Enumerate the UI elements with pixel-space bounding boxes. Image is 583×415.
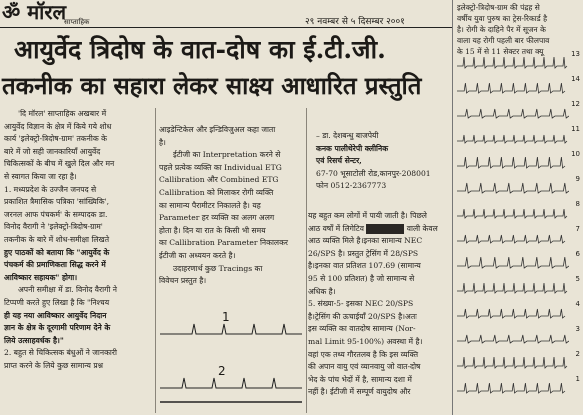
text-line (308, 223, 453, 236)
ecg-trace-line (457, 335, 569, 343)
text-line: ईटीजी का अध्ययन करते है। (159, 250, 236, 260)
ecg-trace-number: 4 (575, 300, 580, 308)
text-line: mal Limit 95-100%) अवस्था में है। (308, 336, 423, 346)
byline-line: – डा. देशबन्धु बाजपेयी (316, 131, 379, 140)
text-line: आठ व्यक्ति मिले है।इनका सामान्य NEC (308, 236, 423, 246)
ecg-trace-line (457, 235, 565, 243)
ecg-trace-line (457, 109, 569, 118)
text-line: चिकित्सकों के बीच में खुले दिल और मन (4, 159, 115, 169)
text-line: 2. बहुत से चिकित्सक बंधुओं ने जानकारी (4, 348, 117, 358)
ecg-trace-row (457, 352, 582, 374)
article-column-2 (159, 124, 307, 288)
adjacent-article-strip (452, 0, 583, 415)
text-line: इलेक्ट्रो-त्रिदोष-ग्राम की पंद्रह से (457, 3, 540, 12)
ecg-trace-graphic (457, 352, 569, 374)
text-line: अधिक है। (308, 286, 336, 296)
text-line: 1. मध्यप्रदेश के उज्जैन जनपद से (4, 184, 97, 194)
trace-label-2: 2 (218, 364, 226, 378)
ecg-trace-row (457, 377, 582, 399)
ecg-trace-graphic (457, 252, 569, 274)
ecg-trace-graphic (457, 227, 569, 249)
text-line: है।ट्रेसिंग की ऊचाईयाँ 20/SPS है।अतः (308, 311, 417, 321)
ecg-trace-row (457, 177, 582, 199)
ecg-trace-line (457, 157, 565, 168)
ecg-trace-graphic (457, 77, 569, 99)
text-line: का सामान्य पैरामीटर निकालते है। यह (159, 200, 261, 210)
ecg-trace-graphic (457, 127, 569, 149)
article-column-3 (308, 210, 453, 399)
text-line: तकनीक के बारे में शोध-समीक्षा लिखते (4, 234, 110, 244)
masthead (0, 0, 452, 28)
ecg-trace-number: 1 (575, 375, 580, 383)
text-line: 5. संख्या-5- इसका NEC 20/SPS (308, 299, 414, 309)
ecg-trace-graphic (457, 302, 569, 324)
ecg-trace-number: 5 (575, 275, 580, 283)
text-line: की अपान वायु एवं व्यानवायु जो वात-दोष (308, 362, 421, 372)
text-line: Parameter हर व्यक्ति का अलग अलग (159, 213, 275, 223)
text-line: 'दि मॉरल' साप्ताहिक अखबार में (18, 109, 107, 118)
text-line: है।इनका वात प्रतिशत 107.69 (सामान्य (308, 261, 421, 271)
redaction-mark (366, 224, 404, 234)
ecg-trace-line (457, 57, 567, 68)
text-line: वहां एक तथ्य गौरतलब है कि इस व्यक्ति (308, 349, 419, 359)
text-line: भेद के पांच भेदों में है, सामान्य दशा में (308, 374, 412, 384)
ecg-trace-line (457, 135, 567, 143)
text-line: के 15 में से 11 सेक्टर तथा क्यू (457, 47, 544, 56)
ecg-trace-line (457, 309, 565, 318)
text-line: टिप्पणी करते हुए लिखा है कि "निश्चय (4, 297, 110, 307)
text-line: आविष्कार सहायक" होगा। (4, 272, 78, 282)
text-line: इस व्यक्ति का वातदोष सामान्य (Nor- (308, 324, 416, 334)
ecg-trace-graphic (457, 327, 569, 349)
ecg-trace-row (457, 127, 582, 149)
byline-line: 67-70 भूसाटोली रोड,कानपुर-208001 (316, 168, 431, 178)
text-line: Callibration को मिलाकर रोगी व्यक्ति (159, 187, 274, 197)
text-line: Callibration और Combined ETG (159, 175, 279, 185)
article-column-1 (4, 108, 154, 372)
dateline: २९ नवम्बर से ५ दिसम्बर २००१ (305, 17, 405, 27)
newspaper-logo: ॐ मॉरल (2, 0, 67, 24)
ecg-trace-number: 14 (571, 75, 580, 83)
headline-line-2: तकनीक का सहारा लेकर साक्ष्य आधारित प्रस्तुति (2, 71, 422, 100)
ecg-tracing-figure (152, 302, 308, 412)
text-line: विवेचन प्रस्तुत है। (159, 276, 207, 286)
ecg-trace-row (457, 77, 582, 99)
trace-label-1: 1 (222, 310, 230, 324)
text-line: नहीं है। ईटीजी में सम्पूर्ण वायुदोष और (308, 387, 411, 397)
text-line: बारे में जो सही जानकारियाँ आयुर्वेद (4, 146, 101, 156)
ecg-trace-number: 2 (575, 350, 580, 358)
ecg-trace-number: 3 (575, 325, 580, 333)
text-line: से स्वागत किया जा रहा है। (4, 171, 77, 181)
byline-line: फोन 0512-2367773 (316, 181, 387, 191)
text-line: अपनी समीक्षा में डा. विनोद वैरागी ने (18, 285, 117, 295)
ecg-trace-number: 11 (571, 125, 580, 133)
ecg-trace-line (457, 257, 569, 268)
logo-subtitle: साप्ताहिक (64, 18, 90, 26)
text-line: ज्ञान के क्षेत्र के दूरगामी परिणाम देने के (4, 323, 111, 333)
ecg-trace-number: 9 (575, 175, 580, 183)
text-line: ही यह नया आविष्कार आयुर्वेद निदान (4, 310, 107, 320)
tracing-line-1 (160, 324, 302, 334)
ecg-trace-row (457, 52, 582, 74)
text-line: 95 से 100 प्रतिशत) है जो सामान्य से (308, 273, 415, 283)
ecg-trace-row (457, 252, 582, 274)
text-line: हुए पाठकों को बताया कि "आयुर्वेद के (4, 247, 110, 257)
ecg-trace-row (457, 152, 582, 174)
text-line: वर्षीय युवा पुरुष का ट्रेस-रिकार्ड है (457, 14, 548, 23)
text-line: यह बहुत कम लोगों में पायी जाती है। पिछले (308, 211, 427, 220)
ecg-trace-graphic (457, 277, 569, 299)
ecg-trace-graphic (457, 102, 569, 124)
ecg-trace-number: 10 (571, 150, 580, 158)
text-line: आयुर्वेद विज्ञान के क्षेत्र में किये गये शोध (4, 121, 112, 131)
ecg-trace-row (457, 202, 582, 224)
ecg-trace-line (457, 83, 565, 93)
ecg-trace-line (457, 183, 569, 193)
text-line: 26/SPS है। प्रस्तुत ट्रेसिंग में 28/SPS (308, 248, 419, 258)
text-line: है। रोगी के दाहिने पैर में सूजन के (457, 25, 546, 34)
ecg-trace-graphic (457, 377, 569, 399)
ecg-trace-row (457, 277, 582, 299)
ecg-trace-number: 6 (575, 250, 580, 258)
ecg-trace-number: 12 (571, 100, 580, 108)
ecg-trace-line (457, 209, 567, 218)
byline-line: एवं रिसर्च सेन्टर, (316, 156, 362, 166)
ecg-trace-row (457, 302, 582, 324)
text-line: प्राप्त करने के लिये कुछ सामान्य प्रश्न (4, 360, 104, 370)
headline (0, 32, 452, 104)
ecg-trace-graphic (457, 202, 569, 224)
text-line: का Callibration Parameter निकालकर (159, 238, 289, 248)
text-line: विनोद वैरागी ने 'इलेक्ट्रो-त्रिदोष-ग्राम' (4, 222, 103, 232)
ecg-trace-number: 7 (575, 225, 580, 233)
ecg-trace-line (457, 357, 567, 368)
text-fragment: आठ वर्षों में लिगेटिव (308, 223, 364, 233)
text-line: पहले प्रत्येक व्यक्ति का Individual ETG (159, 162, 282, 172)
text-line: होता है। दिन या रात के किसी भी समय (159, 225, 266, 235)
text-line: जरनल आफ पंचकर्म' के सम्पादक डा. (4, 209, 108, 219)
ecg-trace-number: 8 (575, 200, 580, 208)
ecg-trace-graphic (457, 177, 569, 199)
text-line: ईटीजी का Interpretation करने से (173, 150, 281, 160)
ecg-trace-number: 13 (571, 50, 580, 58)
strip-text (453, 2, 583, 57)
text-line: है। (159, 137, 166, 147)
headline-line-1: आयुर्वेद त्रिदोष के वात-दोष का ई.टी.जी. (14, 35, 386, 64)
ecg-trace-line (457, 383, 565, 393)
tracing-line-2 (160, 378, 302, 388)
ecg-trace-row (457, 102, 582, 124)
text-line: वाला यह रोगी पहली बार फीलपाव (457, 36, 550, 45)
byline-line: कनक पालीथेरेपी क्लीनिक (316, 143, 389, 153)
text-line: लिये उत्साहवर्धक है।" (4, 335, 64, 345)
text-line: आइडेन्टिकेल और इन्डिविजुअल कहा जाता (159, 125, 276, 134)
ecg-trace-row (457, 227, 582, 249)
ecg-trace-line (457, 283, 567, 293)
tracing-graphic (152, 302, 308, 412)
text-line: प्रकाशित त्रैमासिक पत्रिका 'सांख्यिकि', (4, 197, 110, 207)
ecg-trace-graphic (457, 152, 569, 174)
text-line: पंचकर्म की प्रमाणिकता सिद्ध करने में (4, 260, 106, 270)
ecg-trace-panel (457, 52, 582, 412)
ecg-trace-graphic (457, 52, 569, 74)
text-fragment: वाली केवल (406, 223, 438, 233)
text-line: कार्य 'इलेक्ट्रो-त्रिदोष-ग्राम' तकनीक के (4, 134, 107, 144)
text-line: उदाहरणार्थ कुछ Tracings का (173, 263, 263, 273)
ecg-trace-row (457, 327, 582, 349)
author-byline (316, 130, 431, 193)
